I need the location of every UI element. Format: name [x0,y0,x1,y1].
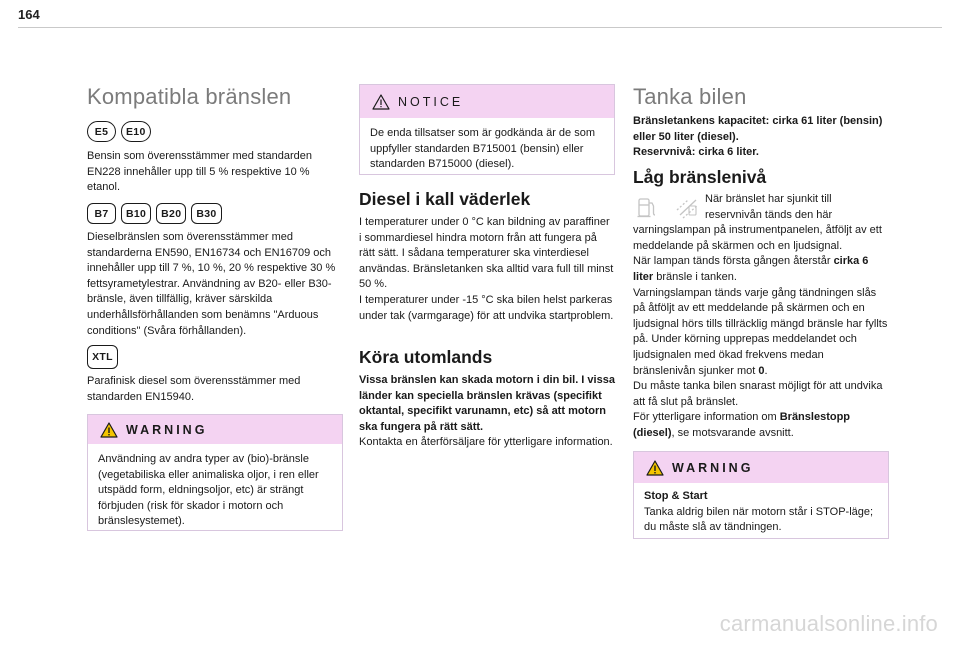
biodiesel-badges [87,203,222,224]
e5-fuel-icon: E5 [87,121,116,142]
section-title-cold-weather: Diesel i kall väderlek [359,189,531,209]
warning-triangle-icon [646,460,664,476]
notice-text: De enda tillsatser som är godkända är de som uppfyller standarden B715001 (bensin) eller standarden B715000 (diesel). [370,127,596,171]
section-title-compatible-fuels: Kompatibla bränslen [87,84,292,109]
warning-text: Användning av andra typer av (bio)-bränsle (vegetabiliska eller animaliska oljor, i ren eller utspädd form, eldningsoljor, etc) är strängt förbjuden (risk för skador i motorn och bränslesystemet). [98,453,319,528]
warning-header-stop-start [634,452,888,483]
warning-triangle-icon [100,422,118,438]
driving-abroad-paragraph: Kontakta en återförsäljare för ytterligare information. [359,436,613,448]
stop-start-text: Tanka aldrig bilen när motorn står i STOP-läge; du måste slå av tändningen. [644,505,874,534]
header-divider [18,27,942,28]
notice-box-additives [359,84,615,175]
notice-header [360,85,614,118]
b10-fuel-icon: B10 [121,203,151,224]
biodiesel-paragraph: Dieselbränslen som överensstämmer med standarderna EN590, EN16734 och EN16709 och innehåller upp till 7 %, 10 %, 20 % respektive 30 % fettsyrametylestrar. Användning av B20- eller B30-bränsle, även tillfällig, kräver särskilda underhållsförhållanden som benämns "Arduous conditions" (Svåra förhållanden). [87,231,336,337]
ethanol-badges [87,121,151,142]
notice-triangle-icon [372,94,390,110]
section-title-refuelling: Tanka bilen [633,84,747,109]
warning-label: WARNING [672,460,754,475]
b30-fuel-icon: B30 [191,203,221,224]
warning-box-stop-start [633,451,889,539]
e10-fuel-icon: E10 [121,121,151,142]
watermark: carmanualsonline.info [719,611,938,636]
b20-fuel-icon: B20 [156,203,186,224]
xtl-badges [87,345,118,369]
b7-fuel-icon: B7 [87,203,116,224]
xtl-paragraph: Parafinisk diesel som överensstämmer med standarden EN15940. [87,375,301,403]
page-number: 164 [18,7,40,22]
cold-weather-paragraph: I temperaturer under 0 °C kan bildning av paraffiner i sommardiesel hindra motorn från att fungera på rätt sätt. I sådana temperaturer ska vinterdiesel användas. Bränsletanken ska alltid vara full till minst 50 %. I temperaturer under -15 °C ska bilen helst parkeras under tak (varmgarage) för att undvika startproblem. [359,216,614,322]
tank-capacity-paragraph: Bränsletankens kapacitet: cirka 61 liter (bensin) eller 50 liter (diesel). Reservnivå: cirka 6 liter. [633,115,883,159]
warning-box-biofuel [87,414,343,531]
section-title-low-fuel: Låg bränslenivå [633,167,767,187]
ethanol-paragraph: Bensin som överensstämmer med standarden EN228 innehåller upp till 5 % respektive 10 % etanol. [87,150,312,194]
section-title-driving-abroad: Köra utomlands [359,347,493,367]
stop-start-heading: Stop & Start [644,490,708,502]
warning-label: WARNING [126,422,208,437]
stop-start-warning-body [634,483,888,544]
driving-abroad-bold-paragraph: Vissa bränslen kan skada motorn i din bil. I vissa länder kan speciella bränslen krävas (specifikt oktantal, specifikt varunamn, etc) så att motorn ska fungera på rätt sätt. [359,374,615,433]
warning-header [88,415,342,444]
xtl-fuel-icon: XTL [87,345,118,369]
notice-label: NOTICE [398,94,464,109]
low-fuel-paragraph: När bränslet har sjunkit till reservnivån tänds den här varningslampan på instrumentpanelen, åtföljt av ett meddelande på skärmen och en ljudsignal. När lampan tänds första gången återstår cirka 6 liter bränsle i tanken. Varningslampan tänds varje gång tändningen slås på åtföljt av ett meddelande på skärmen och en ljudsignal hörs tills tillräcklig mängd bränsle har fyllts på. Under körning upprepas meddelandet och ljudsignalen med ökad frekvens medan bränslenivån sjunker mot 0. Du måste tanka bilen snarast möjligt för att undvika att få slut på bränslet. För ytterligare information om Bränslestopp (diesel), se motsvarande avsnitt. [633,193,888,439]
